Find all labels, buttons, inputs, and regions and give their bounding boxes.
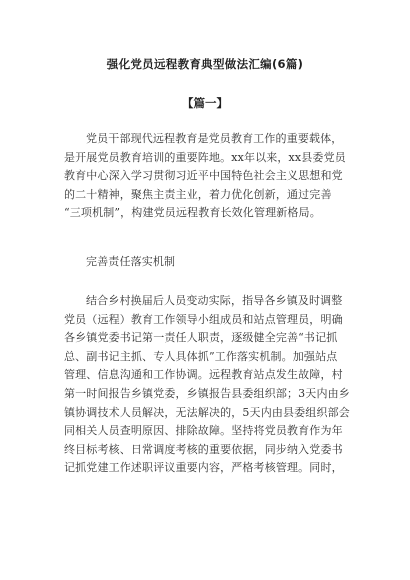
document-title: 强化党员远程教育典型做法汇编(6篇) <box>106 57 304 71</box>
paragraph-1 <box>64 130 346 223</box>
paragraph-2 <box>64 292 350 478</box>
paragraph-line: 党员（远程）教育工作领导小组成员和站点管理员，明确 <box>64 312 343 326</box>
subheading <box>64 253 346 272</box>
paragraph-line: 第一时间报告乡镇党委，乡镇报告县委组织部；3天内由乡 <box>64 386 350 400</box>
paragraph-line: 总、副书记主抓、专人具体抓”工作落实机制。加强站点 <box>64 349 338 363</box>
paragraph-line: 党员干部现代远程教育是党员教育工作的重要载体， <box>86 132 343 145</box>
paragraph-line: 记抓党建工作述职评议重要内容，严格考核管理。同时， <box>64 461 343 475</box>
paragraph-line: 管理、信息沟通和工作协调。远程教育站点发生故障，村 <box>64 368 343 382</box>
paragraph-line: 终目标考核、日常调度考核的重要依据，同步纳入党委书 <box>64 442 343 456</box>
paragraph-line: 各乡镇党委书记第一责任人职责，逐级健全完善“书记抓 <box>64 331 338 345</box>
subheading-text: 完善责任落实机制 <box>86 255 176 268</box>
paragraph-line: 的二十精神，聚焦主责主业，着力优化创新，通过完善 <box>64 187 332 201</box>
paragraph-line: “三项机制”，构建党员远程教育长效化管理新格局。 <box>64 206 321 220</box>
paragraph-line: 教育中心深入学习贯彻习近平中国特色社会主义思想和党 <box>64 169 343 183</box>
paragraph-line: 同相关人员查明原因、排除故障。坚持将党员教育作为年 <box>64 424 343 438</box>
paragraph-line: 是开展党员教育培训的重要阵地。xx年以来，xx县委党员 <box>64 150 346 164</box>
paragraph-line: 镇协调技术人员解决，无法解决的，5天内由县委组织部会 <box>64 405 350 419</box>
section-label: 【篇一】 <box>182 96 228 110</box>
paragraph-line: 结合乡村换届后人员变动实际，指导各乡镇及时调整 <box>86 294 343 307</box>
